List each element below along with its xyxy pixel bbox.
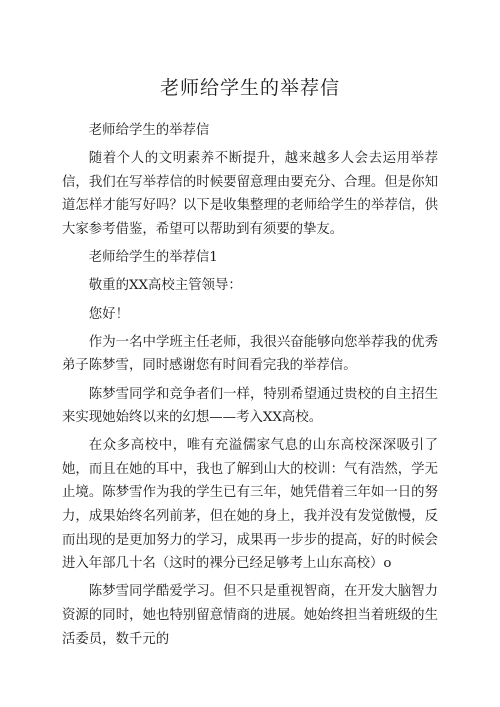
body-paragraph: 陈梦雪同学酷爱学习。但不只是重视智商，在开发大脑智力资源的同时，她也特别留意情商的进展。她始终担当着班级的生活委员，数千元的 <box>62 584 438 647</box>
body-paragraph: 陈梦雪同学和竞争者们一样，特别希望通过贵校的自主招生来实现她始终以来的幻想——考入XX高校。 <box>62 386 438 426</box>
document-body <box>62 119 438 656</box>
letter-heading: 老师给学生的举荐信1 <box>88 250 218 266</box>
subtitle-paragraph: 老师给学生的举荐信 <box>88 123 210 138</box>
body-paragraph: 在众多高校中，唯有充溢儒家气息的山东高校深深吸引了她，而且在她的耳中，我也了解到山大的校训：气有浩然，学无止境。陈梦雪作为我的学生已有三年，她凭借着三年如一日的努力，成果始终名列前茅，但在她的身上，我并没有发觉傲慢，反而出现的是更加努力的学习，成果再一步步的提高，好的时候会进入年部几十名（这时的裸分已经足够考上山东高校）o <box>62 438 438 572</box>
body-paragraph: 作为一名中学班主任老师，我很兴奋能够向您举荐我的优秀弟子陈梦雪，同时感谢您有时间看完我的举荐信。 <box>62 334 438 374</box>
document-title: 老师给学生的举荐信 <box>159 77 340 99</box>
intro-paragraph: 随着个人的文明素养不断提升，越来越多人会去运用举荐信，我们在写举荐信的时候要留意理由要充分、合理。但是你知道怎样才能写好吗？以下是收集整理的老师给学生的举荐信，供大家参考借鉴，希望可以帮助到有须要的挚友。 <box>62 151 438 237</box>
greeting: 您好！ <box>88 306 129 322</box>
salutation: 敬重的XX高校主管领导： <box>88 278 242 294</box>
